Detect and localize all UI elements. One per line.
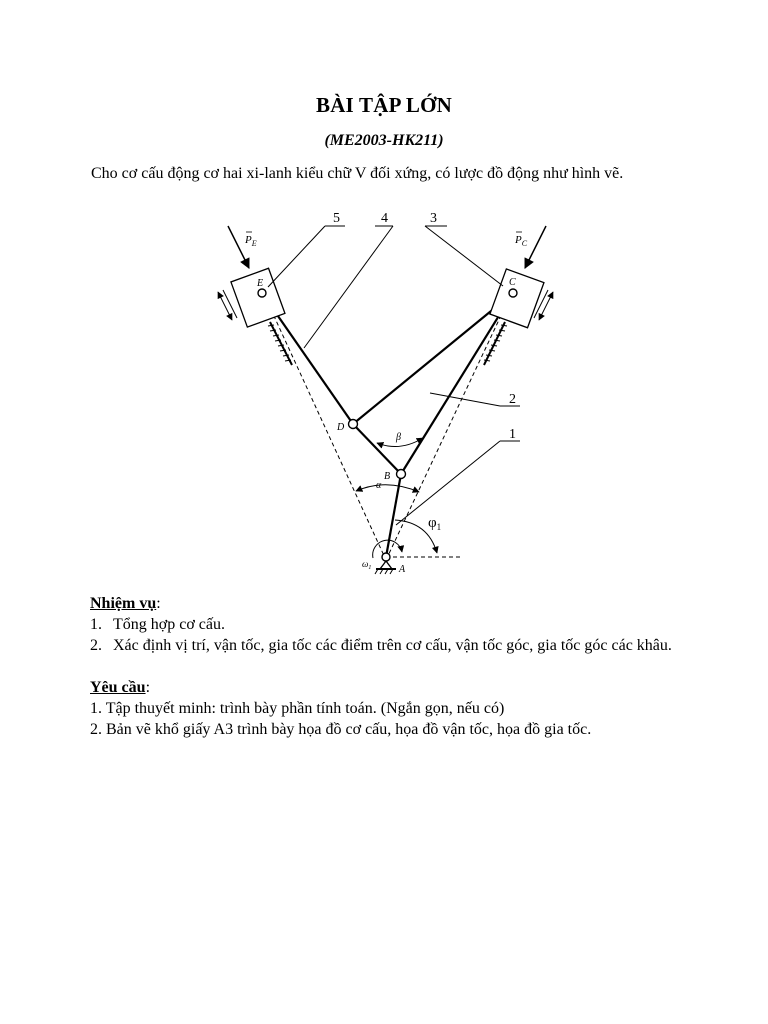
tasks-section xyxy=(90,593,690,656)
joint-B xyxy=(397,470,406,479)
joint-label-E: E xyxy=(257,278,264,289)
document-title: BÀI TẬP LỚN xyxy=(315,93,452,117)
requirement-item: 1. Tập thuyết minh: trình bày phần tính toán. (Ngắn gọn, nếu có) xyxy=(90,700,505,717)
dashed-guide-lines xyxy=(262,290,513,560)
angle-label-beta: β xyxy=(396,432,401,443)
joint-label-D: D xyxy=(337,422,345,433)
joint-E xyxy=(258,289,266,297)
force-arrow-E xyxy=(228,226,249,268)
task-item: 2. Xác định vị trí, vận tốc, gia tốc các điểm trên cơ cấu, vận tốc góc, gia tốc góc các khâu. xyxy=(90,637,672,654)
link-number-4: 4 xyxy=(381,211,388,226)
tasks-heading: Nhiệm vụ: xyxy=(90,595,161,612)
omega-label: $\omega_1$ xyxy=(362,559,372,571)
mechanism-diagram xyxy=(180,200,580,585)
requirements-heading: Yêu cầu: xyxy=(90,679,151,696)
tasks-list xyxy=(90,614,690,656)
angle-label-phi: $\varphi_1$ xyxy=(428,515,442,532)
requirement-item: 2. Bản vẽ khổ giấy A3 trình bày họa đồ cơ cấu, họa đồ vận tốc, họa đồ gia tốc. xyxy=(90,721,592,738)
joint-A xyxy=(382,553,390,561)
ground-support-A xyxy=(375,561,396,574)
course-code: (ME2003-HK211) xyxy=(324,132,444,149)
leader-lines xyxy=(268,226,520,525)
force-arrow-C xyxy=(525,226,546,268)
joint-D xyxy=(349,420,358,429)
link-B-C xyxy=(401,293,513,474)
force-label-C: $P_C$ xyxy=(515,234,528,248)
link-number-1: 1 xyxy=(509,427,516,442)
angle-alpha-arc xyxy=(356,485,419,492)
slide-arrow-E xyxy=(218,290,237,320)
links xyxy=(262,293,513,557)
joint-label-C: C xyxy=(509,277,516,288)
requirements-section xyxy=(90,677,690,740)
link-B-D xyxy=(353,424,401,474)
joints xyxy=(258,289,517,561)
intro-paragraph: Cho cơ cấu động cơ hai xi-lanh kiểu chữ V đối xứng, có lược đồ động như hình vẽ. xyxy=(91,165,624,182)
joint-C xyxy=(509,289,517,297)
requirements-list xyxy=(90,698,690,740)
angle-label-alpha: α xyxy=(376,480,382,491)
joint-label-B: B xyxy=(384,471,391,482)
link-number-2: 2 xyxy=(509,392,516,407)
joint-label-A: A xyxy=(399,564,406,575)
link-number-5: 5 xyxy=(333,211,340,226)
link-number-3: 3 xyxy=(430,211,437,226)
force-label-E: $P_E$ xyxy=(245,234,257,248)
task-item: 1. Tổng hợp cơ cấu. xyxy=(90,616,225,633)
